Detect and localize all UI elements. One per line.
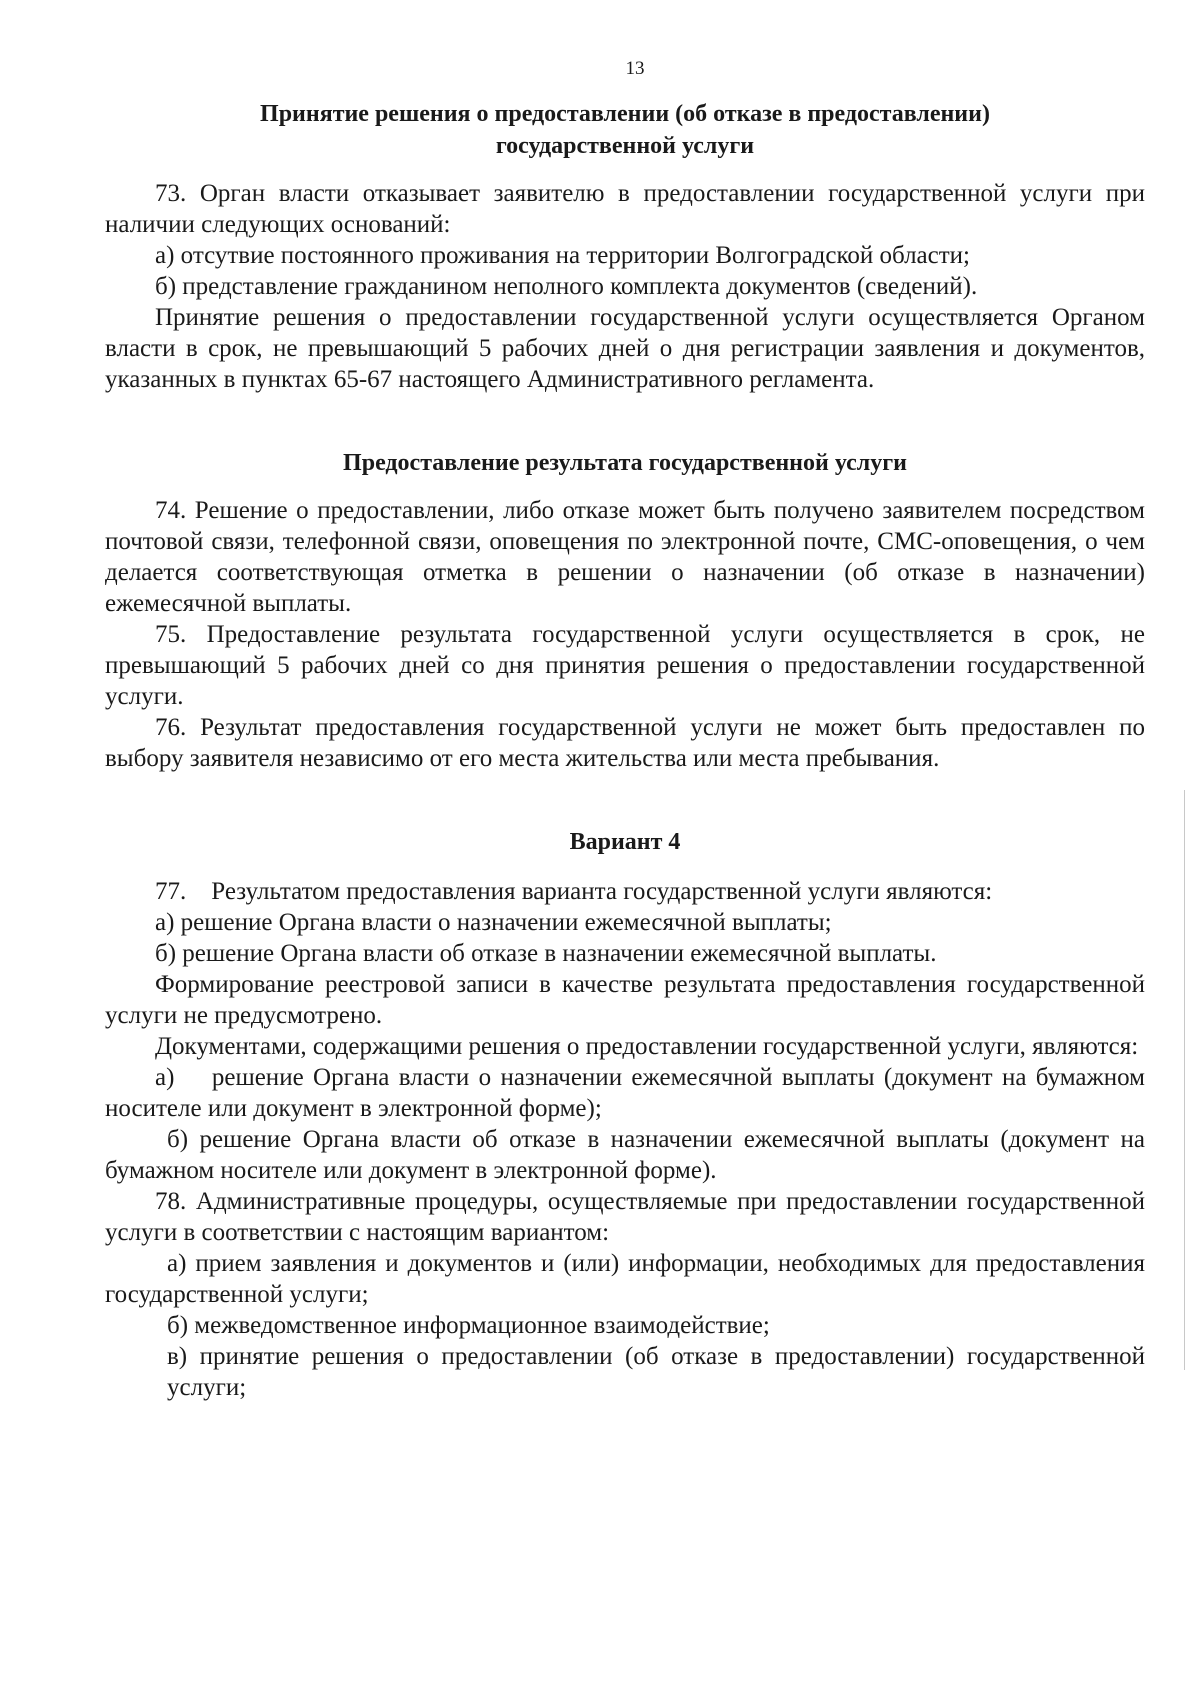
paragraph-73: 73. Орган власти отказывает заявителю в предоставлении государственной услуги при наличии следующих оснований: bbox=[105, 180, 1145, 238]
section-title-decision bbox=[105, 98, 1145, 162]
section-title-result: Предоставление результата государственной услуги bbox=[343, 450, 907, 476]
paragraph-77: 77. Результатом предоставления варианта государственной услуги являются: bbox=[155, 878, 993, 905]
paragraph-77-registry: Формирование реестровой записи в качестве результата предоставления государственной услуги не предусмотрено. bbox=[105, 971, 1145, 1029]
scan-edge-line bbox=[1184, 790, 1185, 1370]
paragraph-73-a: а) отсутвие постоянного проживания на территории Волгоградской области; bbox=[155, 242, 971, 269]
document-page bbox=[105, 58, 1152, 1403]
paragraph-75: 75. Предоставление результата государственной услуги осуществляется в срок, не превышающий 5 рабочих дней со дня принятия решения о предоставлении государственной услуги. bbox=[105, 621, 1145, 710]
paragraph-77-documents: Документами, содержащими решения о предоставлении государственной услуги, являются: bbox=[155, 1033, 1139, 1060]
page-number: 13 bbox=[625, 58, 645, 79]
paragraph-73-b: б) представление гражданином неполного комплекта документов (сведений). bbox=[155, 273, 978, 300]
paragraph-77-doc-b: б) решение Органа власти об отказе в назначении ежемесячной выплаты (документ на бумажном носителе или документ в электронной форме). bbox=[105, 1126, 1145, 1184]
paragraph-76: 76. Результат предоставления государственной услуги не может быть предоставлен по выбору заявителя независимо от его места жительства или места пребывания. bbox=[105, 714, 1145, 772]
section-title-decision-line2: государственной услуги bbox=[495, 133, 755, 159]
section-title-variant: Вариант 4 bbox=[569, 829, 681, 855]
paragraph-78-c: в) принятие решения о предоставлении (об отказе в предоставлении) государственной услуги; bbox=[167, 1343, 1145, 1401]
paragraph-73-decision-term: Принятие решения о предоставлении государственной услуги осуществляется Органом власти в срок, не превышающий 5 рабочих дней о дня регистрации заявления и документов, указанных в пунктах 65-67 настоящего Административного регламента. bbox=[105, 304, 1145, 393]
paragraph-74: 74. Решение о предоставлении, либо отказе может быть получено заявителем посредством почтовой связи, телефонной связи, оповещения по электронной почте, СМС-оповещения, о чем делается соответствующая отметка в решении о назначении (об отказе в назначении) ежемесячной выплаты. bbox=[105, 497, 1145, 617]
paragraph-78-b: б) межведомственное информационное взаимодействие; bbox=[167, 1312, 770, 1339]
paragraph-77-a: а) решение Органа власти о назначении ежемесячной выплаты; bbox=[155, 909, 832, 936]
paragraph-77-b: б) решение Органа власти об отказе в назначении ежемесячной выплаты. bbox=[155, 940, 937, 967]
paragraph-78-a: а) прием заявления и документов и (или) информации, необходимых для предоставления государственной услуги; bbox=[105, 1250, 1145, 1308]
paragraph-77-doc-a: а) решение Органа власти о назначении ежемесячной выплаты (документ на бумажном носителе или документ в электронной форме); bbox=[105, 1064, 1152, 1122]
paragraph-78: 78. Административные процедуры, осуществляемые при предоставлении государственной услуги в соответствии с настоящим вариантом: bbox=[105, 1188, 1145, 1246]
section-title-decision-line1: Принятие решения о предоставлении (об отказе в предоставлении) bbox=[260, 101, 990, 127]
